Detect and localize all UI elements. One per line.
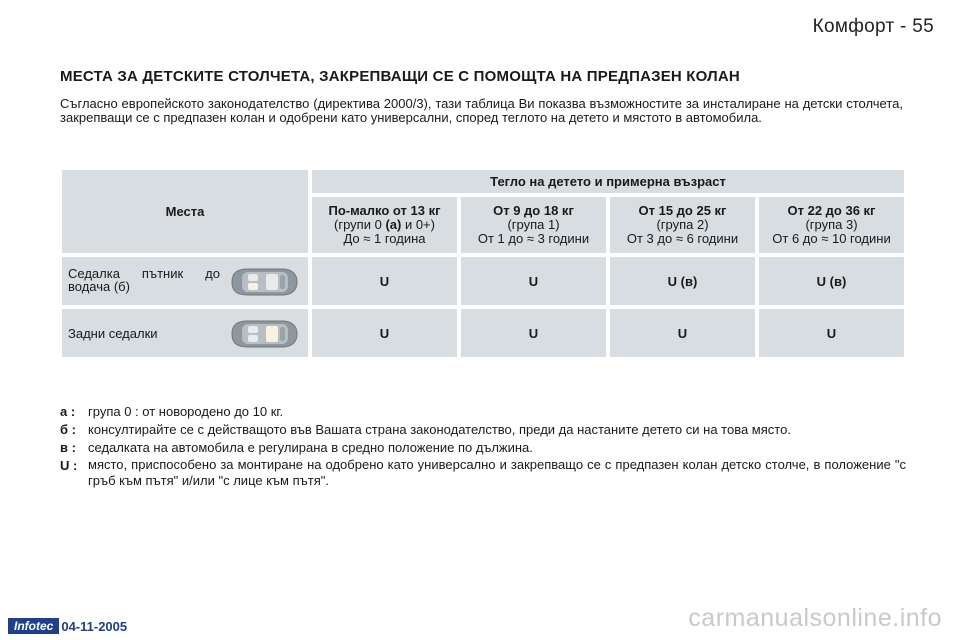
footnote-key: б : [60, 422, 76, 437]
column-weight: От 9 до 18 кг [493, 203, 574, 218]
column-group-text-end: и 0+) [401, 217, 435, 232]
value-cell: U [312, 309, 457, 357]
value-cell: U (в) [610, 257, 755, 305]
seat-label: Задни седалки [68, 326, 158, 341]
column-age: От 3 до ≈ 6 години [626, 231, 739, 246]
value-cell: U [461, 257, 606, 305]
value-cell: U [610, 309, 755, 357]
column-age: От 1 до ≈ 3 години [477, 231, 590, 246]
column-age: До ≈ 1 година [343, 231, 426, 246]
footnote-text: консултирайте се с действащото във Вашата страна законодателство, преди да настаните детето си на това място. [88, 422, 791, 437]
footnote-key: в : [60, 440, 76, 455]
table-row [62, 309, 904, 357]
column-weight: От 22 до 36 кг [787, 203, 876, 218]
footnote-key: a : [60, 404, 76, 419]
seat-label: Седалка пътник до водача (б) [68, 266, 220, 294]
column-group: (група 1) [507, 217, 560, 232]
car-rear-seat-icon [228, 318, 300, 350]
page-header: Комфорт - 55 [812, 16, 934, 37]
seats-corner-header: Места [62, 170, 308, 253]
column-header-group-3 [759, 197, 904, 253]
column-header-group-1 [461, 197, 606, 253]
column-header-group-0 [312, 197, 457, 253]
footnote-a [60, 403, 906, 421]
column-weight: От 15 до 25 кг [638, 203, 727, 218]
footnote-text: седалката на автомобила е регулирана в средно положение по дължина. [88, 440, 533, 455]
section-title: МЕСТА ЗА ДЕТСКИТЕ СТОЛЧЕТА, ЗАКРЕПВАЩИ СЕ С ПОМОЩТА НА ПРЕДПАЗЕН КОЛАН [60, 68, 740, 85]
footnote-v [60, 439, 906, 457]
column-header-group-2 [610, 197, 755, 253]
value-cell: U [759, 309, 904, 357]
column-group: (група 2) [656, 217, 709, 232]
seat-cell-rear [62, 309, 308, 357]
column-group: (група 3) [805, 217, 858, 232]
page-footer [8, 618, 127, 634]
footnote-text: място, приспособено за монтиране на одобрено като универсално и закрепващо се с предпазен колан детско столче, в положение "с гръб към пътя" и/или "с лице към пътя". [88, 457, 906, 488]
infotec-logo: Infotec [8, 618, 59, 634]
child-seat-table [58, 166, 908, 361]
footnotes [60, 403, 906, 489]
intro-paragraph: Съгласно европейското законодателство (директива 2000/3), тази таблица Ви показва възможностите за инсталиране на детски столчета, закрепващи се с предпазен колан и одобрени като универсални, според теглото на детето и мястото в автомобила. [60, 96, 903, 125]
footnote-u [60, 457, 906, 489]
column-group-note-ref: (a) [385, 217, 402, 232]
footnote-text: група 0 : от новородено до 10 кг. [88, 404, 284, 419]
value-cell: U [461, 309, 606, 357]
seat-cell-front-passenger [62, 257, 308, 305]
column-weight: По-малко от 13 кг [328, 203, 441, 218]
column-age: От 6 до ≈ 10 години [772, 231, 891, 246]
value-cell: U [312, 257, 457, 305]
footnote-b [60, 421, 906, 439]
footer-date: 04-11-2005 [61, 618, 128, 634]
column-group-text: (групи 0 [334, 217, 386, 232]
footnote-key: U : [60, 458, 78, 473]
column-group [334, 217, 435, 232]
weight-age-group-header: Тегло на детето и примерна възраст [312, 170, 904, 193]
car-front-seat-icon [228, 266, 300, 298]
value-cell: U (в) [759, 257, 904, 305]
watermark: carmanualsonline.info [688, 604, 942, 632]
table-row [62, 257, 904, 305]
